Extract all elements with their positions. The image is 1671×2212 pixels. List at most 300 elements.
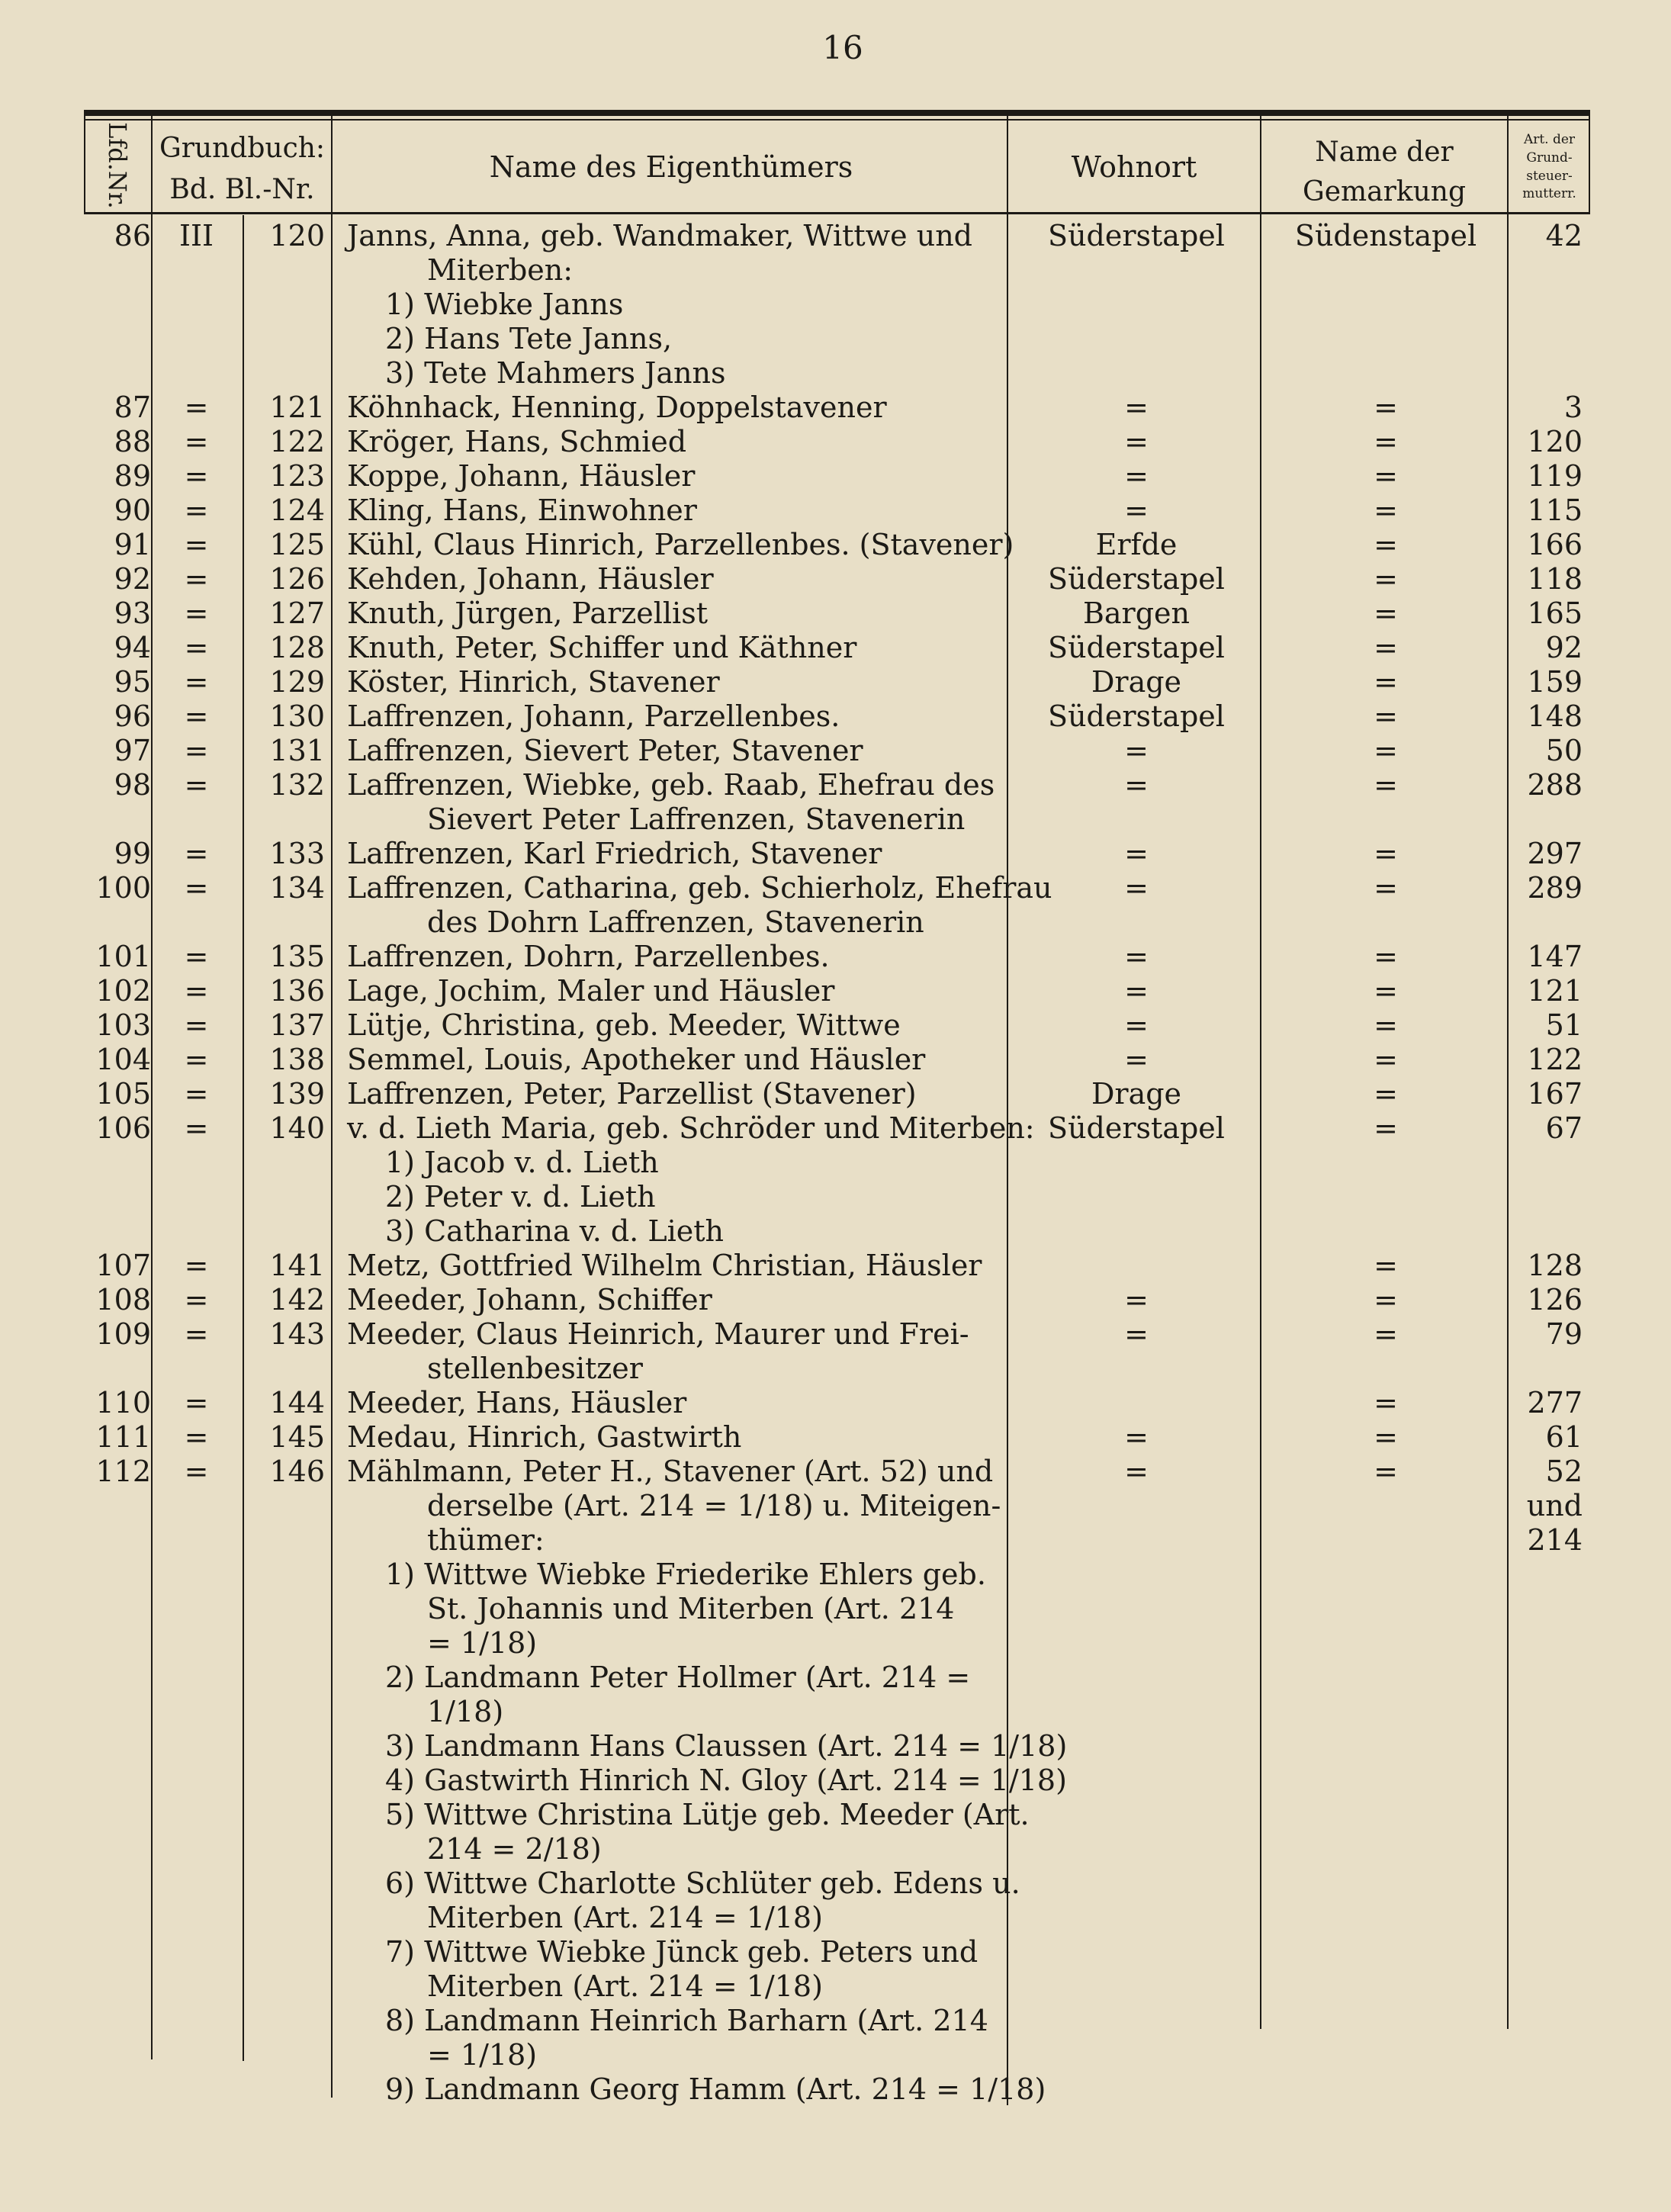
lfd-nr-cell: 98 (114, 768, 151, 802)
wohnort-cell: = (1124, 871, 1149, 905)
art-cell (1510, 494, 1583, 528)
blatt-cell: 137 (269, 1008, 325, 1042)
art-cell (1510, 1386, 1583, 1420)
gemarkung-cell: = (1374, 459, 1398, 493)
header-grundbuch (153, 128, 332, 211)
table-row (0, 562, 1671, 596)
art-cell (1510, 596, 1583, 631)
header-lfd-nr (85, 124, 149, 207)
owner-name-line: Laffrenzen, Johann, Parzellenbes. (347, 699, 840, 733)
owner-name-cell (347, 1455, 1068, 2107)
band-cell: = (184, 837, 209, 870)
owner-name-line: = 1/18) (427, 2038, 538, 2072)
art-value: 120 (1527, 425, 1583, 458)
blatt-cell: 128 (269, 631, 325, 664)
blatt-cell: 130 (269, 699, 325, 733)
blatt-cell: 146 (269, 1455, 325, 1488)
lfd-nr-cell: 92 (114, 562, 151, 596)
art-cell (1510, 391, 1583, 425)
owner-name-line: = 1/18) (427, 1626, 538, 1660)
owner-name-line: Miterben: (427, 253, 574, 287)
gemarkung-cell: = (1374, 596, 1398, 630)
art-cell (1510, 1420, 1583, 1455)
art-value: 297 (1527, 837, 1583, 870)
lfd-nr-cell: 109 (95, 1317, 151, 1351)
gemarkung-cell: = (1374, 494, 1398, 527)
table-row (0, 768, 1671, 837)
lfd-nr-cell: 86 (114, 219, 151, 252)
owner-name-line: Mählmann, Peter H., Stavener (Art. 52) und (347, 1455, 994, 1488)
owner-name-line: 4) Gastwirth Hinrich N. Gloy (Art. 214 = 1/18) (385, 1763, 1067, 1797)
band-cell: = (184, 425, 209, 458)
art-cell (1510, 562, 1583, 596)
blatt-cell: 120 (269, 219, 325, 252)
art-value: 52 (1545, 1455, 1583, 1488)
table-row (0, 1249, 1671, 1283)
owner-name-line: Kling, Hans, Einwohner (347, 494, 697, 527)
owner-name-cell (347, 219, 1007, 391)
owner-name-line: Semmel, Louis, Apotheker und Häusler (347, 1043, 926, 1076)
register-table (0, 219, 1671, 2107)
art-value: 277 (1527, 1386, 1583, 1419)
header-art-line1: Art. der (1523, 132, 1576, 147)
header-gemarkung-line2: Gemarkung (1302, 176, 1467, 208)
owner-name-line: 3) Landmann Hans Claussen (Art. 214 = 1/18) (385, 1729, 1068, 1763)
art-value: 92 (1545, 631, 1583, 664)
owner-name-cell (347, 734, 1007, 768)
table-row (0, 596, 1671, 631)
art-cell (1510, 631, 1583, 665)
art-cell (1510, 665, 1583, 699)
wohnort-cell: Süderstapel (1048, 631, 1225, 664)
blatt-cell: 139 (269, 1077, 325, 1111)
lfd-nr-cell: 94 (114, 631, 151, 664)
owner-name-cell (347, 1386, 1007, 1420)
wohnort-cell: = (1124, 940, 1149, 973)
blatt-cell: 132 (269, 768, 325, 802)
table-row (0, 1420, 1671, 1455)
art-cell (1510, 425, 1583, 459)
lfd-nr-cell: 105 (95, 1077, 151, 1111)
blatt-cell: 121 (269, 391, 325, 424)
owner-name-line: 1) Wittwe Wiebke Friederike Ehlers geb. (385, 1558, 986, 1591)
owner-name-cell (347, 494, 1007, 528)
owner-name-line: Kehden, Johann, Häusler (347, 562, 714, 596)
band-cell: = (184, 871, 209, 905)
gemarkung-cell: = (1374, 528, 1398, 561)
lfd-nr-cell: 107 (95, 1249, 151, 1282)
gemarkung-cell: = (1374, 974, 1398, 1008)
band-cell: = (184, 1249, 209, 1282)
owner-name-cell (347, 528, 1014, 562)
owner-name-line: 1/18) (427, 1695, 504, 1728)
wohnort-cell: = (1124, 974, 1149, 1008)
table-row (0, 459, 1671, 494)
table-row (0, 631, 1671, 665)
gemarkung-cell: Südenstapel (1294, 219, 1477, 252)
owner-name-line: stellenbesitzer (427, 1352, 643, 1385)
art-cell (1510, 768, 1583, 802)
gemarkung-cell: = (1374, 1249, 1398, 1282)
art-value: 148 (1527, 699, 1583, 733)
art-value: 126 (1527, 1283, 1583, 1317)
table-row (0, 425, 1671, 459)
art-cell (1510, 1455, 1583, 1558)
band-cell: = (184, 1317, 209, 1351)
blatt-cell: 124 (269, 494, 325, 527)
gemarkung-cell: = (1374, 768, 1398, 802)
art-value: 128 (1527, 1249, 1583, 1282)
table-row (0, 1455, 1671, 2107)
band-cell: = (184, 734, 209, 767)
wohnort-cell: = (1124, 1283, 1149, 1317)
gemarkung-cell: = (1374, 837, 1398, 870)
art-cell (1510, 1008, 1583, 1043)
art-cell (1510, 1111, 1583, 1146)
table-row (0, 1077, 1671, 1111)
table-row (0, 1008, 1671, 1043)
gemarkung-cell: = (1374, 1386, 1398, 1419)
art-value: 166 (1527, 528, 1583, 561)
art-value: 118 (1527, 562, 1583, 596)
lfd-nr-cell: 108 (95, 1283, 151, 1317)
owner-name-cell (347, 871, 1052, 940)
band-cell: = (184, 665, 209, 699)
blatt-cell: 133 (269, 837, 325, 870)
band-cell: = (184, 391, 209, 424)
table-row (0, 1043, 1671, 1077)
gemarkung-cell: = (1374, 1283, 1398, 1317)
art-value: 67 (1545, 1111, 1583, 1145)
header-art-line4: mutterr. (1522, 186, 1576, 202)
band-cell: = (184, 1386, 209, 1419)
art-cell (1510, 1283, 1583, 1317)
blatt-cell: 125 (269, 528, 325, 561)
table-row (0, 494, 1671, 528)
lfd-nr-cell: 112 (95, 1455, 151, 1488)
owner-name-line: 5) Wittwe Christina Lütje geb. Meeder (Art. (385, 1798, 1030, 1831)
table-row (0, 1283, 1671, 1317)
gemarkung-cell: = (1374, 940, 1398, 973)
art-value: 42 (1545, 219, 1583, 252)
table-row (0, 1111, 1671, 1249)
band-cell: = (184, 974, 209, 1008)
wohnort-cell: = (1124, 494, 1149, 527)
owner-name-cell (347, 391, 1007, 425)
owner-name-cell (347, 1317, 1007, 1386)
owner-name-line: Knuth, Peter, Schiffer und Käthner (347, 631, 857, 664)
gemarkung-cell: = (1374, 1420, 1398, 1454)
header-art (1509, 131, 1590, 204)
wohnort-cell: Süderstapel (1048, 562, 1225, 596)
blatt-cell: 127 (269, 596, 325, 630)
table-row (0, 734, 1671, 768)
art-value: 79 (1545, 1317, 1583, 1351)
lfd-nr-cell: 97 (114, 734, 151, 767)
owner-name-cell (347, 940, 1007, 974)
blatt-cell: 145 (269, 1420, 325, 1454)
table-row (0, 665, 1671, 699)
art-value: 289 (1527, 871, 1583, 905)
owner-name-cell (347, 596, 1007, 631)
band-cell: = (184, 1283, 209, 1317)
art-cell (1510, 1249, 1583, 1283)
gemarkung-cell: = (1374, 562, 1398, 596)
header-lfd-nr-label: Lfd.Nr. (103, 122, 133, 209)
owner-name-line: 7) Wittwe Wiebke Jünck geb. Peters und (385, 1935, 978, 1969)
header-name: Name des Eigenthümers (489, 150, 853, 184)
blatt-cell: 122 (269, 425, 325, 458)
wohnort-cell: Drage (1091, 1077, 1182, 1111)
owner-name-line: Kröger, Hans, Schmied (347, 425, 687, 458)
owner-name-line: 8) Landmann Heinrich Barharn (Art. 214 (385, 2004, 988, 2037)
band-cell: = (184, 768, 209, 802)
header-top-rule (84, 110, 1590, 116)
owner-name-line: Laffrenzen, Peter, Parzellist (Stavener) (347, 1077, 917, 1111)
gemarkung-cell: = (1374, 1077, 1398, 1111)
art-value: 3 (1563, 391, 1583, 424)
art-cell (1510, 734, 1583, 768)
gemarkung-cell: = (1374, 391, 1398, 424)
blatt-cell: 144 (269, 1386, 325, 1419)
page-number: 16 (822, 29, 863, 66)
owner-name-line: Lütje, Christina, geb. Meeder, Wittwe (347, 1008, 901, 1042)
owner-name-line: Köster, Hinrich, Stavener (347, 665, 720, 699)
lfd-nr-cell: 103 (95, 1008, 151, 1042)
wohnort-cell: = (1124, 459, 1149, 493)
wohnort-cell: = (1124, 391, 1149, 424)
table-row (0, 699, 1671, 734)
band-cell: = (184, 940, 209, 973)
art-value: 50 (1545, 734, 1583, 767)
gemarkung-cell: = (1374, 1043, 1398, 1076)
lfd-nr-cell: 89 (114, 459, 151, 493)
lfd-nr-cell: 110 (95, 1386, 151, 1419)
owner-name-line: Lage, Jochim, Maler und Häusler (347, 974, 835, 1008)
art-cell (1510, 219, 1583, 253)
owner-name-line: Sievert Peter Laffrenzen, Stavenerin (427, 802, 966, 836)
owner-name-line: Kühl, Claus Hinrich, Parzellenbes. (Stavener) (347, 528, 1014, 561)
owner-name-line: 3) Catharina v. d. Lieth (385, 1214, 724, 1248)
table-row (0, 1386, 1671, 1420)
wohnort-cell: = (1124, 734, 1149, 767)
owner-name-line: Köhnhack, Henning, Doppelstavener (347, 391, 887, 424)
owner-name-line: Meeder, Johann, Schiffer (347, 1283, 712, 1317)
wohnort-cell: = (1124, 1008, 1149, 1042)
art-cell (1510, 940, 1583, 974)
owner-name-line: Meeder, Claus Heinrich, Maurer und Frei- (347, 1317, 969, 1351)
header-grundbuch-line1: Grundbuch: (159, 133, 326, 164)
art-value: 147 (1527, 940, 1583, 973)
gemarkung-cell: = (1374, 699, 1398, 733)
owner-name-line: Laffrenzen, Catharina, geb. Schierholz, Ehefrau (347, 871, 1052, 905)
lfd-nr-cell: 88 (114, 425, 151, 458)
blatt-cell: 138 (269, 1043, 325, 1076)
lfd-nr-cell: 96 (114, 699, 151, 733)
band-cell: = (184, 459, 209, 493)
owner-name-cell (347, 1420, 1007, 1455)
wohnort-cell: = (1124, 1317, 1149, 1351)
owner-name-line: 214 = 2/18) (427, 1832, 602, 1866)
gemarkung-cell: = (1374, 665, 1398, 699)
lfd-nr-cell: 102 (95, 974, 151, 1008)
art-value: 115 (1527, 494, 1583, 527)
table-row (0, 1317, 1671, 1386)
art-value: 121 (1527, 974, 1583, 1008)
table-row (0, 940, 1671, 974)
blatt-cell: 126 (269, 562, 325, 596)
lfd-nr-cell: 87 (114, 391, 151, 424)
band-cell: = (184, 562, 209, 596)
owner-name-line: 1) Jacob v. d. Lieth (385, 1146, 659, 1179)
blatt-cell: 123 (269, 459, 325, 493)
table-row (0, 871, 1671, 940)
owner-name-line: Laffrenzen, Sievert Peter, Stavener (347, 734, 863, 767)
lfd-nr-cell: 104 (95, 1043, 151, 1076)
band-cell: = (184, 1420, 209, 1454)
owner-name-line: 2) Peter v. d. Lieth (385, 1180, 656, 1214)
lfd-nr-cell: 99 (114, 837, 151, 870)
lfd-nr-cell: 95 (114, 665, 151, 699)
art-cell (1510, 528, 1583, 562)
owner-name-line: des Dohrn Laffrenzen, Stavenerin (427, 905, 924, 939)
lfd-nr-cell: 111 (95, 1420, 151, 1454)
blatt-cell: 141 (269, 1249, 325, 1282)
band-cell: = (184, 1455, 209, 1488)
owner-name-cell (347, 1249, 1007, 1283)
owner-name-line: Meeder, Hans, Häusler (347, 1386, 687, 1419)
art-cell (1510, 459, 1583, 494)
art-value: 159 (1527, 665, 1583, 699)
blatt-cell: 140 (269, 1111, 325, 1145)
owner-name-cell (347, 1043, 1007, 1077)
gemarkung-cell: = (1374, 1111, 1398, 1145)
owner-name-line: 9) Landmann Georg Hamm (Art. 214 = 1/18) (385, 2072, 1046, 2106)
wohnort-cell: = (1124, 425, 1149, 458)
owner-name-line: 1) Wiebke Janns (385, 288, 624, 321)
band-cell: = (184, 1008, 209, 1042)
art-value: 61 (1545, 1420, 1583, 1454)
blatt-cell: 135 (269, 940, 325, 973)
lfd-nr-cell: 90 (114, 494, 151, 527)
table-row (0, 974, 1671, 1008)
lfd-nr-cell: 100 (95, 871, 151, 905)
wohnort-cell: Süderstapel (1048, 219, 1225, 252)
owner-name-cell (347, 768, 1007, 837)
owner-name-line: 2) Hans Tete Janns, (385, 322, 673, 355)
owner-name-line: Janns, Anna, geb. Wandmaker, Wittwe und (347, 219, 973, 252)
owner-name-line: Miterben (Art. 214 = 1/18) (427, 1901, 823, 1934)
blatt-cell: 131 (269, 734, 325, 767)
wohnort-cell: Drage (1091, 665, 1182, 699)
wohnort-cell: = (1124, 768, 1149, 802)
art-cell (1510, 1043, 1583, 1077)
wohnort-cell: = (1124, 837, 1149, 870)
owner-name-cell (347, 631, 1007, 665)
owner-name-line: Laffrenzen, Dohrn, Parzellenbes. (347, 940, 830, 973)
band-cell: = (184, 1043, 209, 1076)
header-grundbuch-line2: Bd. Bl.-Nr. (169, 174, 315, 205)
art-value: 167 (1527, 1077, 1583, 1111)
blatt-cell: 134 (269, 871, 325, 905)
owner-name-line: Laffrenzen, Wiebke, geb. Raab, Ehefrau des (347, 768, 995, 802)
art-cell (1510, 837, 1583, 871)
owner-name-line: 2) Landmann Peter Hollmer (Art. 214 = (385, 1661, 971, 1694)
owner-name-cell (347, 425, 1007, 459)
owner-name-line: Medau, Hinrich, Gastwirth (347, 1420, 742, 1454)
band-cell: III (178, 219, 214, 252)
owner-name-line: 3) Tete Mahmers Janns (385, 356, 726, 390)
art-value: 165 (1527, 596, 1583, 630)
table-row (0, 219, 1671, 391)
wohnort-cell: = (1124, 1455, 1149, 1488)
wohnort-cell: = (1124, 1043, 1149, 1076)
owner-name-cell (347, 1008, 1007, 1043)
owner-name-cell (347, 665, 1007, 699)
owner-name-line: thümer: (427, 1523, 545, 1557)
lfd-nr-cell: 106 (95, 1111, 151, 1145)
art-value-extra: und (1526, 1489, 1583, 1522)
wohnort-cell: = (1124, 1420, 1149, 1454)
header-gemarkung (1262, 133, 1506, 212)
owner-name-line: Koppe, Johann, Häusler (347, 459, 696, 493)
owner-name-cell (347, 1283, 1007, 1317)
art-value: 119 (1527, 459, 1583, 493)
band-cell: = (184, 1077, 209, 1111)
owner-name-cell (347, 1077, 1007, 1111)
band-cell: = (184, 699, 209, 733)
band-cell: = (184, 528, 209, 561)
blatt-cell: 129 (269, 665, 325, 699)
art-cell (1510, 871, 1583, 905)
table-row (0, 391, 1671, 425)
owner-name-line: Metz, Gottfried Wilhelm Christian, Häusler (347, 1249, 982, 1282)
gemarkung-cell: = (1374, 425, 1398, 458)
header-gemarkung-line1: Name der (1315, 137, 1454, 168)
wohnort-cell: Bargen (1082, 596, 1191, 630)
art-cell (1510, 974, 1583, 1008)
lfd-nr-cell: 91 (114, 528, 151, 561)
owner-name-cell (347, 459, 1007, 494)
header-wohnort: Wohnort (1071, 150, 1197, 184)
header-art-line2: Grund- (1526, 150, 1573, 166)
band-cell: = (184, 631, 209, 664)
gemarkung-cell: = (1374, 871, 1398, 905)
table-row (0, 528, 1671, 562)
owner-name-cell (347, 1111, 1035, 1249)
band-cell: = (184, 494, 209, 527)
art-value: 122 (1527, 1043, 1583, 1076)
owner-name-line: 6) Wittwe Charlotte Schlüter geb. Edens u. (385, 1866, 1020, 1900)
gemarkung-cell: = (1374, 734, 1398, 767)
wohnort-cell: Süderstapel (1048, 699, 1225, 733)
owner-name-line: Laffrenzen, Karl Friedrich, Stavener (347, 837, 882, 870)
blatt-cell: 142 (269, 1283, 325, 1317)
blatt-cell: 143 (269, 1317, 325, 1351)
lfd-nr-cell: 101 (95, 940, 151, 973)
header-top-rule-thin (84, 119, 1590, 121)
art-cell (1510, 1077, 1583, 1111)
gemarkung-cell: = (1374, 1008, 1398, 1042)
owner-name-cell (347, 699, 1007, 734)
table-row (0, 837, 1671, 871)
gemarkung-cell: = (1374, 1455, 1398, 1488)
gemarkung-cell: = (1374, 631, 1398, 664)
art-value: 51 (1545, 1008, 1583, 1042)
wohnort-cell: Süderstapel (1048, 1111, 1225, 1145)
band-cell: = (184, 1111, 209, 1145)
lfd-nr-cell: 93 (114, 596, 151, 630)
